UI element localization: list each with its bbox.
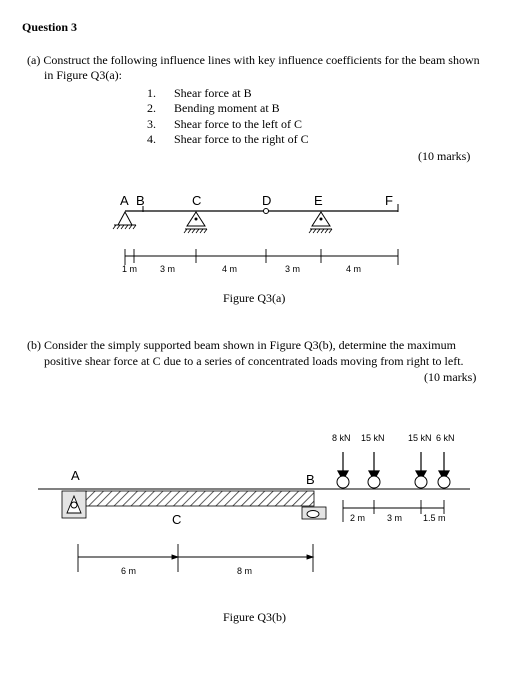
span-dimension [78,544,313,572]
load-wheel [337,476,450,488]
list-item-number: 3. [147,117,156,131]
span-label: 6 m [121,566,137,576]
dim-label: 1 m [122,264,138,274]
dim-label: 3 m [160,264,176,274]
point-label-f: F [385,193,393,208]
part-b-marks: (10 marks) [424,370,477,384]
point-label-c: C [192,193,202,208]
part-a-marks: (10 marks) [418,149,471,163]
support-label-a: A [71,468,80,483]
question-title: Question 3 [22,20,78,34]
load-label: 6 kN [436,433,455,443]
roller-support-b [302,507,326,519]
list-item: Bending moment at B [174,101,280,115]
load-label: 15 kN [361,433,385,443]
list-item: Shear force to the right of C [174,132,309,146]
load-spacing-label: 3 m [387,513,403,523]
part-a-text-line2: in Figure Q3(a): [44,68,122,82]
part-b-text-line1: (b) Consider the simply supported beam shown in Figure Q3(b), determine the maximum [27,338,456,352]
list-item-number: 1. [147,86,156,100]
load-label: 15 kN [408,433,432,443]
point-label-e: E [314,193,323,208]
span-label: 8 m [237,566,253,576]
point-label-a: A [120,193,129,208]
dim-label: 4 m [346,264,362,274]
figure-b-caption: Figure Q3(b) [223,610,286,624]
point-label-b: B [136,193,145,208]
list-item: Shear force to the left of C [174,117,302,131]
list-item-number: 4. [147,132,156,146]
figure-a-caption: Figure Q3(a) [223,291,286,305]
section-label-c: C [172,512,182,527]
load-label: 8 kN [332,433,351,443]
load-spacing-label: 2 m [350,513,366,523]
support-label-b: B [306,472,315,487]
part-b-text-line2: positive shear force at C due to a series of concentrated loads moving from right to left. [44,354,464,368]
part-a-text-line1: (a) Construct the following influence lines with key influence coefficients for the beam shown [27,53,480,67]
load-spacing-label: 1.5 m [423,513,446,523]
list-item: Shear force at B [174,86,252,100]
point-label-d: D [262,193,272,208]
beam-b [76,491,314,506]
dim-label: 4 m [222,264,238,274]
pin-support-a [62,491,86,518]
list-item-number: 2. [147,101,156,115]
dim-label: 3 m [285,264,301,274]
